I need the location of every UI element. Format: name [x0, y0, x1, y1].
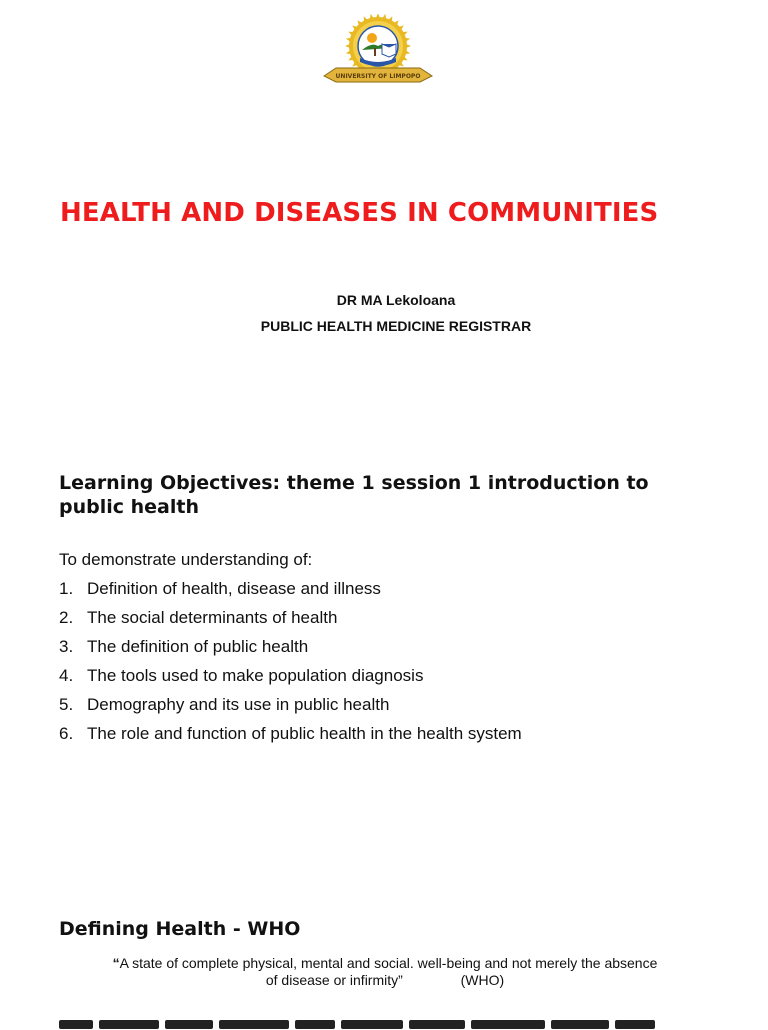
- author-name: DR MA Lekoloana: [336, 292, 456, 308]
- cut-off-text-glyphs: [59, 1016, 699, 1030]
- quote-attribution: (WHO): [460, 972, 505, 988]
- list-item: 4. The tools used to make population diagnosis: [59, 666, 424, 685]
- quote-line-2: of disease or infirmity”: [265, 972, 403, 988]
- defining-health-heading: Defining Health - WHO: [59, 918, 301, 940]
- list-item: 5. Demography and its use in public health: [59, 695, 390, 714]
- author-role: PUBLIC HEALTH MEDICINE REGISTRAR: [260, 318, 532, 334]
- cut-off-text-line: [59, 1016, 699, 1030]
- presentation-title: HEALTH AND DISEASES IN COMMUNITIES: [60, 198, 659, 228]
- list-item: 6. The role and function of public health in the health system: [59, 724, 522, 743]
- objectives-list: [59, 578, 522, 752]
- quote-mark: “: [112, 955, 120, 971]
- university-logo: [320, 14, 436, 90]
- list-item: 3. The definition of public health: [59, 637, 309, 656]
- objectives-intro: To demonstrate understanding of:: [59, 550, 313, 569]
- objectives-heading: Learning Objectives: theme 1 session 1 introduction to public health: [59, 472, 649, 518]
- list-item: 2. The social determinants of health: [59, 608, 338, 627]
- list-item: 1. Definition of health, disease and illness: [59, 579, 381, 598]
- quote-line-1: A state of complete physical, mental and social. well-being and not merely the absence: [119, 955, 658, 971]
- who-definition-quote: [80, 955, 690, 989]
- seal-ribbon-text: UNIVERSITY OF LIMPOPO: [335, 73, 421, 80]
- sun-icon: [367, 33, 377, 43]
